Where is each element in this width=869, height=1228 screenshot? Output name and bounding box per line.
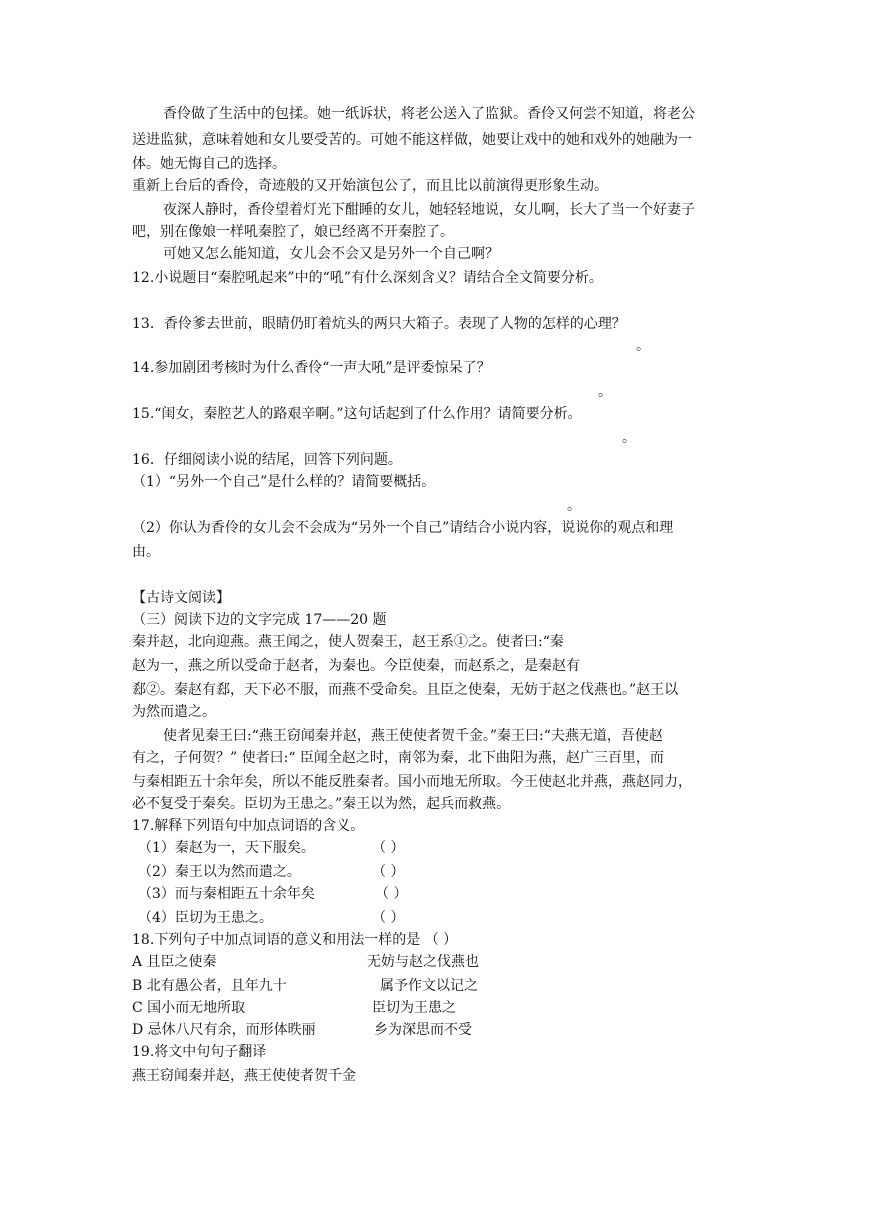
classical-text-line-3: 郄②。秦赵有郄，天下必不服，而燕不受命矣。且臣之使秦，无妨于赵之伐燕也。”赵王以 [132, 682, 679, 698]
section-title-classical-reading: 【古诗文阅读】 [132, 590, 230, 606]
classical-text-line-4: 为然而遣之。 [132, 704, 216, 720]
answer-blank-end-q14: 。 [598, 384, 612, 400]
q18-option-b: B 北有愚公者，且年九十 [132, 978, 287, 994]
q18-option-a-compare: 无妨与赵之伐燕也 [367, 954, 479, 970]
q18-option-a: A 且臣之使秦 [132, 954, 217, 970]
q17-item-2: （2）秦王以为然而遣之。 [138, 864, 301, 880]
classical-text-line-1: 秦并赵，北向迎燕。燕王闻之，使人贺秦王，赵王系①之。使者曰:“秦 [132, 634, 564, 650]
question-13: 13．香伶爹去世前，眼睛仍盯着炕头的两只大箱子。表现了人物的怎样的心理？ [132, 316, 626, 332]
question-12: 12.小说题目“秦腔吼起来”中的“吼”有什么深刻含义？请结合全文简要分析。 [132, 270, 603, 286]
q19-sentence: 燕王窃闻秦并赵，燕王使使者贺千金 [132, 1068, 356, 1084]
q17-item-1-answer-blank: （ ） [372, 840, 405, 856]
question-18: 18.下列句子中加点词语的意义和用法一样的是 （ ） [132, 932, 458, 948]
classical-text-line-8: 必不复受于秦矣。臣切为王患之。”秦王以为然，起兵而救燕。 [132, 796, 511, 812]
question-17: 17.解释下列语句中加点词语的含义。 [132, 818, 365, 834]
q18-option-d: D 忌休八尺有余，而形体昳丽 [132, 1022, 316, 1038]
q17-item-4-answer-blank: （ ） [372, 910, 405, 926]
question-14: 14.参加剧团考核时为什么香伶“一声大吼”是评委惊呆了？ [132, 360, 491, 376]
question-15: 15.“闺女，秦腔艺人的路艰辛啊。”这句话起到了什么作用？请简要分析。 [132, 406, 582, 422]
story-paragraph-2: 重新上台后的香伶，奇迹般的又开始演包公了，而且比以前演得更形象生动。 [132, 178, 608, 194]
question-19: 19.将文中句句子翻译 [132, 1044, 267, 1060]
q17-item-3-answer-blank: （ ） [375, 886, 408, 902]
q18-option-c: C 国小而无地所取 [132, 1000, 246, 1016]
q17-item-2-answer-blank: （ ） [372, 864, 405, 880]
story-paragraph-1-line-1: 香伶做了生活中的包揉。她一纸诉状，将老公送入了监狱。香伶又何尝不知道，将老公 [163, 106, 695, 122]
question-16: 16．仔细阅读小说的结尾，回答下列问题。 [132, 452, 402, 468]
question-16-part-2-line-1: （2）你认为香伶的女儿会不会成为“另外一个自己”请结合小说内容，说说你的观点和理 [132, 520, 674, 536]
section-intro: （三）阅读下边的文字完成 17——20 题 [132, 612, 387, 628]
answer-blank-end-q13: 。 [636, 338, 650, 354]
classical-text-line-2: 赵为一，燕之所以受命于赵者，为秦也。今臣使秦，而赵系之，是秦赵有 [132, 658, 580, 674]
story-paragraph-4: 可她又怎么能知道，女儿会不会又是另外一个自己啊？ [163, 246, 499, 262]
answer-blank-end-q16-1: 。 [567, 498, 581, 514]
question-16-part-2-line-2: 由。 [132, 544, 160, 560]
story-paragraph-3-line-2: 吧，别在像娘一样吼秦腔了，娘已经离不开秦腔了。 [132, 224, 454, 240]
q17-item-4: （4）臣切为王患之。 [138, 910, 273, 926]
question-16-part-1: （1）“另外一个自己”是什么样的？请简要概括。 [132, 474, 436, 490]
classical-text-line-7: 与秦相距五十余年矣，所以不能反胜秦者。国小而地无所取。今王使赵北并燕，燕赵同力， [132, 774, 692, 790]
story-paragraph-1-line-2: 送进监狱，意味着她和女儿要受苦的。可她不能这样做，她要让戏中的她和戏外的她融为一 [132, 132, 692, 148]
classical-text-line-5: 使者见秦王曰:“燕王窃闻秦并赵，燕王使使者贺千金。”秦王曰:“夫燕无道，吾使赵 [163, 728, 663, 744]
q18-option-b-compare: 属予作文以记之 [380, 978, 478, 994]
story-paragraph-3-line-1: 夜深人静时，香伶望着灯光下酣睡的女儿，她轻轻地说，女儿啊，长大了当一个好妻子 [163, 202, 695, 218]
answer-blank-end-q15: 。 [622, 430, 636, 446]
q17-item-3: （3）而与秦相距五十余年矣 [138, 886, 315, 902]
story-paragraph-1-line-3: 体。她无悔自己的选择。 [132, 156, 286, 172]
classical-text-line-6: 有之，子何贺？” 使者曰:“ 臣闻全赵之时，南邻为秦，北下曲阳为燕，赵广三百里，而 [132, 750, 664, 766]
q18-option-c-compare: 臣切为王患之 [372, 1000, 456, 1016]
q17-item-1: （1）秦赵为一，天下服矣。 [138, 840, 315, 856]
q18-option-d-compare: 乡为深思而不受 [374, 1022, 472, 1038]
